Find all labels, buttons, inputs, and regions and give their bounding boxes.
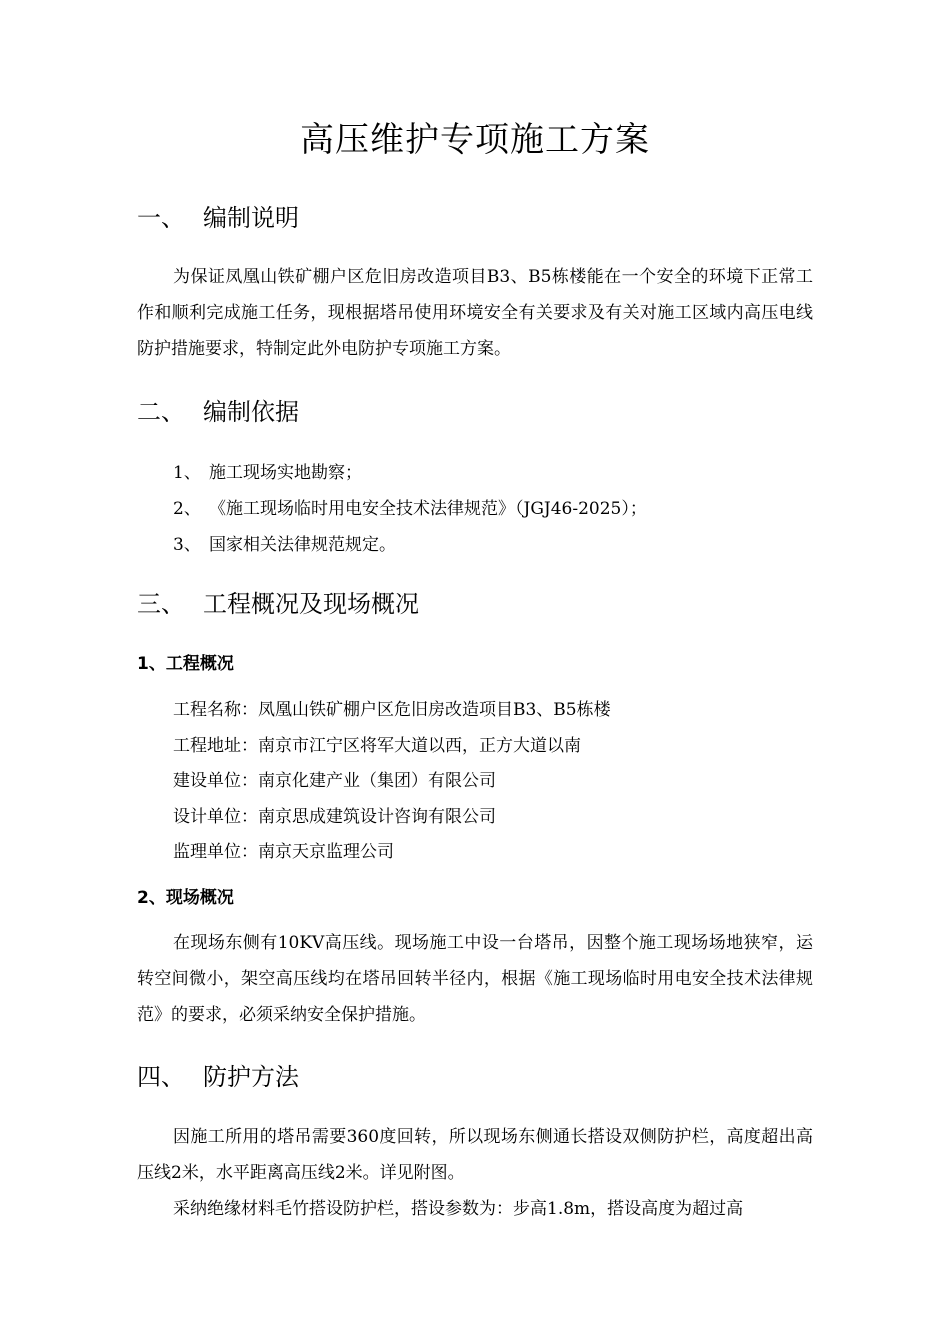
site-overview-paragraph: 在现场东侧有10KV高压线。现场施工中设一台塔吊，因整个施工现场场地狭窄，运转空间微小，架空高压线均在塔吊回转半径内，根据《施工现场临时用电安全技术法律规范》的要求，必须采纳安全保护措施。	[137, 933, 813, 1025]
subsection-heading-1: 1、工程概况	[137, 654, 234, 674]
subsection-heading-2: 2、现场概况	[137, 888, 234, 908]
section-heading-1	[137, 202, 299, 234]
section-number: 三、	[137, 590, 185, 618]
protection-paragraph-1: 因施工所用的塔吊需要360度回转，所以现场东侧通长搭设双侧防护栏，高度超出高压线2米，水平距离高压线2米。详见附图。	[137, 1127, 813, 1183]
basis-item-1	[173, 461, 362, 485]
project-info-row: 监理单位：南京天京监理公司	[173, 842, 394, 862]
basis-item-3	[173, 533, 396, 557]
section-heading-3	[137, 588, 419, 620]
section-title: 编制说明	[203, 204, 299, 232]
protection-paragraph-2: 采纳绝缘材料毛竹搭设防护栏，搭设参数为：步高1.8m，搭设高度为超过高	[173, 1199, 744, 1219]
project-info-row: 建设单位：南京化建产业（集团）有限公司	[173, 771, 496, 791]
section-number: 二、	[137, 398, 185, 426]
list-text: 施工现场实地勘察；	[209, 463, 362, 483]
list-index: 3、	[173, 535, 201, 555]
list-text: 《施工现场临时用电安全技术法律规范》（JGJ46-2025）；	[209, 499, 647, 519]
section-number: 四、	[137, 1063, 185, 1091]
section-title: 编制依据	[203, 398, 299, 426]
document-title: 高压维护专项施工方案	[300, 120, 650, 160]
section-heading-4	[137, 1061, 299, 1093]
section-title: 防护方法	[203, 1063, 299, 1091]
list-index: 1、	[173, 463, 201, 483]
section-heading-2	[137, 396, 299, 428]
section-title: 工程概况及现场概况	[203, 590, 419, 618]
section-number: 一、	[137, 204, 185, 232]
project-info-row: 工程地址：南京市江宁区将军大道以西，正方大道以南	[173, 736, 581, 756]
section-1-paragraph: 为保证凤凰山铁矿棚户区危旧房改造项目B3、B5栋楼能在一个安全的环境下正常工作和顺利完成施工任务，现根据塔吊使用环境安全有关要求及有关对施工区域内高压电线防护措施要求，特制定此外电防护专项施工方案。	[137, 267, 813, 359]
list-text: 国家相关法律规范规定。	[209, 535, 396, 555]
list-index: 2、	[173, 499, 201, 519]
project-info-row: 设计单位：南京思成建筑设计咨询有限公司	[173, 807, 496, 827]
basis-item-2	[173, 497, 647, 521]
project-info-row: 工程名称：凤凰山铁矿棚户区危旧房改造项目B3、B5栋楼	[173, 700, 611, 720]
